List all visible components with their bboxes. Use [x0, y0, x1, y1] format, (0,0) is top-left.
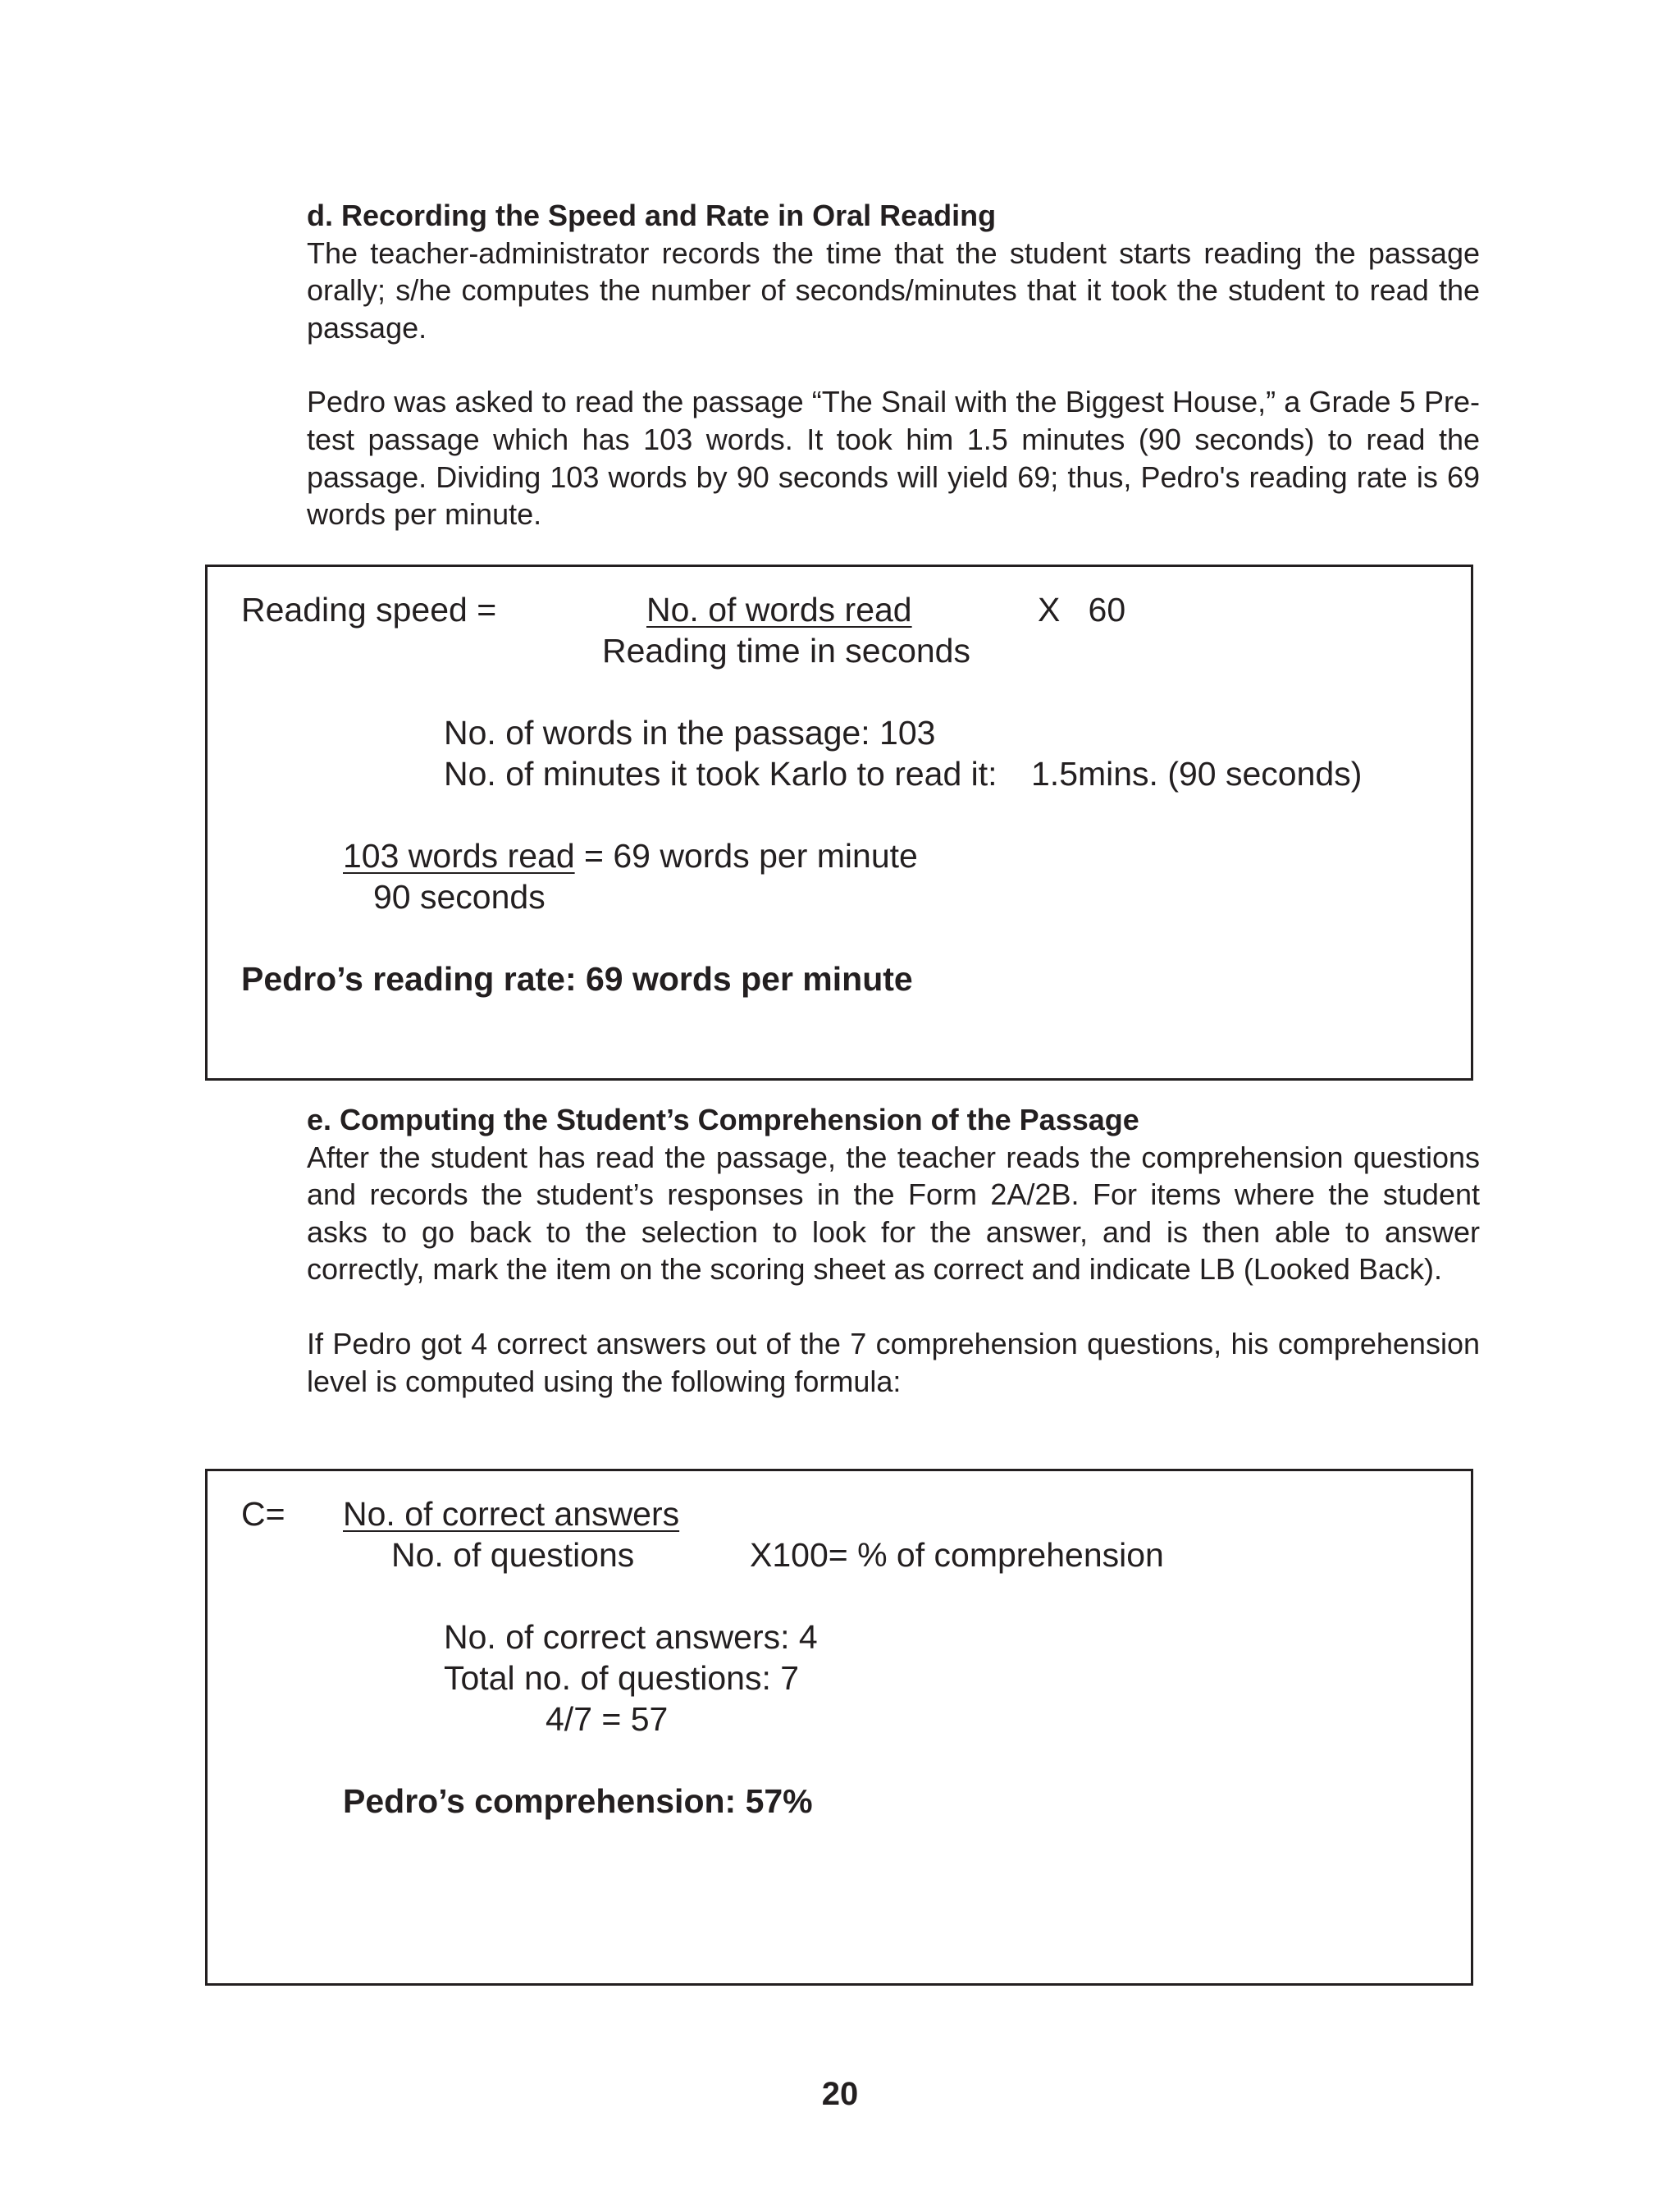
reading-speed-formula-box	[205, 565, 1473, 1081]
comprehension-label: C=	[241, 1495, 285, 1533]
section-e	[307, 1101, 1480, 1400]
words-in-passage-line: No. of words in the passage: 103	[444, 714, 936, 752]
comprehension-calculation: 4/7 = 57	[546, 1700, 669, 1738]
comprehension-numerator: No. of correct answers	[343, 1495, 680, 1533]
reading-speed-multiplier: X 60	[1038, 591, 1126, 629]
section-d-paragraph-1: The teacher-administrator records the time that the student starts reading the passage orally; s/he computes the number of seconds/minutes that it took the student to read the passage.	[307, 235, 1480, 345]
reading-rate-result: Pedro’s reading rate: 69 words per minute	[241, 960, 913, 998]
minutes-to-read-label: No. of minutes it took Karlo to read it:	[444, 755, 998, 793]
reading-rate-calculation	[343, 835, 918, 876]
comprehension-multiplier: X100= % of comprehension	[750, 1536, 1164, 1574]
minutes-to-read-value: 1.5mins. (90 seconds)	[1031, 755, 1363, 793]
reading-speed-label: Reading speed =	[241, 591, 497, 629]
page-number: 20	[821, 2076, 859, 2112]
calc-numerator: 103 words read	[343, 837, 575, 875]
correct-answers-line: No. of correct answers: 4	[444, 1618, 818, 1656]
section-d	[307, 197, 1480, 533]
reading-speed-denominator: Reading time in seconds	[602, 632, 970, 670]
section-e-paragraph-1: After the student has read the passage, the teacher reads the comprehension questions and records the student’s responses in the Form 2A/2B. For items where the student asks to go back to the selection to look for the answer, and is then able to answer correctly, mark the item on the scoring sheet as correct and indicate LB (Looked Back).	[307, 1140, 1480, 1287]
comprehension-formula-box	[205, 1469, 1473, 1986]
reading-speed-numerator: No. of words read	[646, 591, 912, 629]
comprehension-result: Pedro’s comprehension: 57%	[343, 1782, 813, 1820]
section-e-paragraph-2: If Pedro got 4 correct answers out of the 7 comprehension questions, his comprehension level is computed using the following formula:	[307, 1326, 1480, 1398]
calc-result: = 69 words per minute	[574, 837, 918, 875]
comprehension-denominator: No. of questions	[391, 1536, 635, 1574]
section-d-paragraph-2: Pedro was asked to read the passage “The Snail with the Biggest House,” a Grade 5 Pre-test passage which has 103 words. It took him 1.5 minutes (90 seconds) to read the passage. Dividing 103 words by 90 seconds will yield 69; thus, Pedro's reading rate is 69 words per minute.	[307, 385, 1480, 532]
total-questions-line: Total no. of questions: 7	[444, 1659, 800, 1697]
calc-denominator: 90 seconds	[373, 878, 546, 916]
section-e-heading: e. Computing the Student’s Comprehension of the Passage	[307, 1103, 1139, 1136]
section-d-heading: d. Recording the Speed and Rate in Oral Reading	[307, 199, 997, 232]
